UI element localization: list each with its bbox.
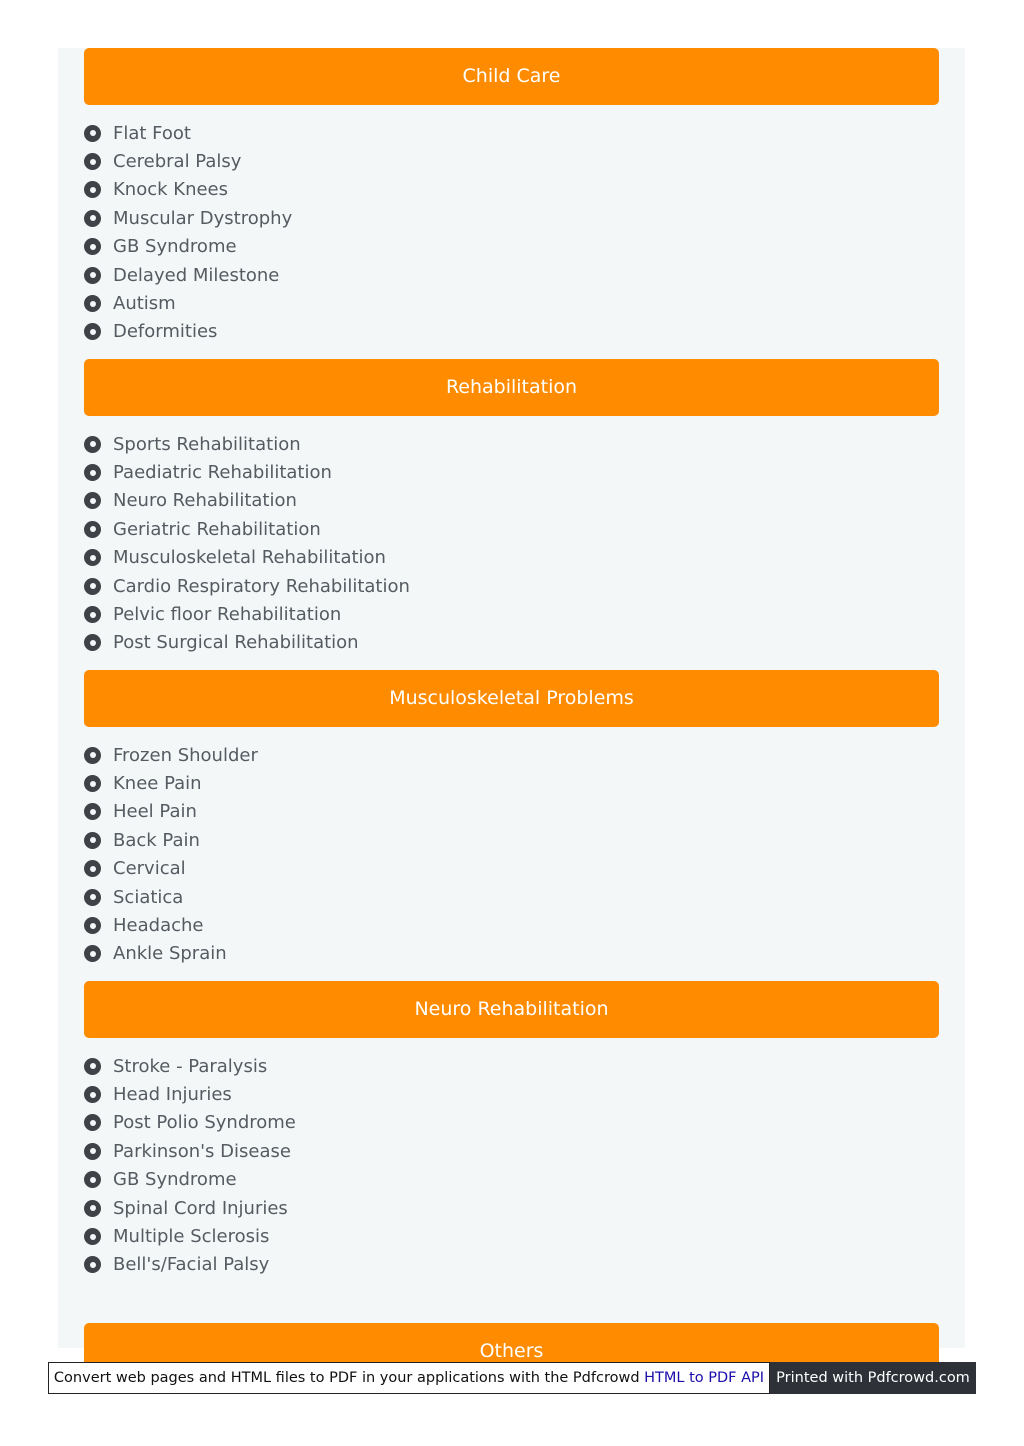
list-item-label: Geriatric Rehabilitation — [113, 518, 321, 540]
list-item — [84, 1194, 296, 1222]
list-item — [84, 826, 258, 854]
dot-circle-icon — [84, 889, 101, 906]
list-item-label: GB Syndrome — [113, 1169, 237, 1191]
child-care-list — [84, 119, 292, 346]
list-item-label: Paediatric Rehabilitation — [113, 462, 332, 484]
dot-circle-icon — [84, 181, 101, 198]
list-item-label: Muscular Dystrophy — [113, 207, 293, 229]
printed-with-pdfcrowd-link[interactable]: Printed with Pdfcrowd.com — [770, 1362, 976, 1394]
list-item-label: Knock Knees — [113, 179, 229, 201]
list-item-label: Back Pain — [113, 829, 200, 851]
section-header-musculoskeletal-problems: Musculoskeletal Problems — [84, 670, 939, 727]
list-item — [84, 544, 410, 572]
dot-circle-icon — [84, 1200, 101, 1217]
list-item-label: Post Surgical Rehabilitation — [113, 632, 359, 654]
dot-circle-icon — [84, 125, 101, 142]
dot-circle-icon — [84, 917, 101, 934]
list-item — [84, 1251, 296, 1279]
list-item — [84, 261, 292, 289]
dot-circle-icon — [84, 1256, 101, 1273]
list-item-label: Sciatica — [113, 886, 184, 908]
dot-circle-icon — [84, 436, 101, 453]
list-item-label: Ankle Sprain — [113, 943, 227, 965]
dot-circle-icon — [84, 1114, 101, 1131]
dot-circle-icon — [84, 549, 101, 566]
neuro-rehabilitation-list — [84, 1052, 296, 1279]
section-header-neuro-rehabilitation: Neuro Rehabilitation — [84, 981, 939, 1038]
dot-circle-icon — [84, 832, 101, 849]
dot-circle-icon — [84, 464, 101, 481]
list-item — [84, 1109, 296, 1137]
list-item-label: Cardio Respiratory Rehabilitation — [113, 575, 410, 597]
list-item — [84, 176, 292, 204]
list-item — [84, 147, 292, 175]
list-item-label: Multiple Sclerosis — [113, 1226, 270, 1248]
list-item-label: Post Polio Syndrome — [113, 1112, 296, 1134]
list-item — [84, 515, 410, 543]
list-item-label: Cerebral Palsy — [113, 151, 242, 173]
dot-circle-icon — [84, 606, 101, 623]
list-item — [84, 769, 258, 797]
list-item-label: Cervical — [113, 858, 186, 880]
pdfcrowd-footer-banner — [48, 1362, 770, 1394]
musculoskeletal-list — [84, 741, 258, 968]
list-item-label: Head Injuries — [113, 1084, 232, 1106]
list-item-label: Pelvic floor Rehabilitation — [113, 604, 342, 626]
dot-circle-icon — [84, 578, 101, 595]
list-item-label: Heel Pain — [113, 801, 197, 823]
dot-circle-icon — [84, 803, 101, 820]
content-panel — [58, 48, 965, 1362]
dot-circle-icon — [84, 634, 101, 651]
dot-circle-icon — [84, 1228, 101, 1245]
list-item — [84, 1080, 296, 1108]
section-header-child-care: Child Care — [84, 48, 939, 105]
dot-circle-icon — [84, 210, 101, 227]
list-item — [84, 911, 258, 939]
list-item — [84, 119, 292, 147]
dot-circle-icon — [84, 521, 101, 538]
list-item — [84, 940, 258, 968]
list-item-label: Frozen Shoulder — [113, 744, 258, 766]
list-item — [84, 572, 410, 600]
dot-circle-icon — [84, 1143, 101, 1160]
footer-convert-text: Convert web pages and HTML files to PDF in your applications with the Pdfcrowd — [53, 1370, 645, 1386]
list-item-label: Neuro Rehabilitation — [113, 490, 297, 512]
dot-circle-icon — [84, 153, 101, 170]
dot-circle-icon — [84, 945, 101, 962]
list-item — [84, 1166, 296, 1194]
section-header-others: Others — [84, 1323, 939, 1380]
list-item — [84, 458, 410, 486]
dot-circle-icon — [84, 775, 101, 792]
list-item — [84, 1137, 296, 1165]
list-item-label: Delayed Milestone — [113, 264, 280, 286]
list-item-label: Deformities — [113, 321, 218, 343]
list-item — [84, 1222, 296, 1250]
dot-circle-icon — [84, 323, 101, 340]
dot-circle-icon — [84, 295, 101, 312]
list-item — [84, 798, 258, 826]
dot-circle-icon — [84, 492, 101, 509]
dot-circle-icon — [84, 238, 101, 255]
list-item — [84, 430, 410, 458]
list-item — [84, 318, 292, 346]
list-item-label: Knee Pain — [113, 773, 202, 795]
dot-circle-icon — [84, 860, 101, 877]
list-item-label: Stroke - Paralysis — [113, 1055, 268, 1077]
list-item-label: Autism — [113, 293, 176, 315]
list-item-label: Flat Foot — [113, 122, 191, 144]
dot-circle-icon — [84, 1171, 101, 1188]
list-item-label: GB Syndrome — [113, 236, 237, 258]
list-item — [84, 487, 410, 515]
list-item — [84, 741, 258, 769]
list-item-label: Headache — [113, 915, 204, 937]
section-header-rehabilitation: Rehabilitation — [84, 359, 939, 416]
list-item — [84, 204, 292, 232]
list-item — [84, 855, 258, 883]
dot-circle-icon — [84, 747, 101, 764]
list-item — [84, 289, 292, 317]
list-item-label: Sports Rehabilitation — [113, 433, 301, 455]
list-item-label: Bell's/Facial Palsy — [113, 1254, 270, 1276]
list-item — [84, 233, 292, 261]
dot-circle-icon — [84, 267, 101, 284]
html-to-pdf-api-link[interactable]: HTML to PDF API — [644, 1370, 765, 1386]
list-item-label: Parkinson's Disease — [113, 1140, 291, 1162]
list-item-label: Musculoskeletal Rehabilitation — [113, 547, 386, 569]
list-item-label: Spinal Cord Injuries — [113, 1197, 288, 1219]
dot-circle-icon — [84, 1086, 101, 1103]
list-item — [84, 629, 410, 657]
dot-circle-icon — [84, 1058, 101, 1075]
list-item — [84, 1052, 296, 1080]
rehabilitation-list — [84, 430, 410, 657]
list-item — [84, 600, 410, 628]
list-item — [84, 883, 258, 911]
